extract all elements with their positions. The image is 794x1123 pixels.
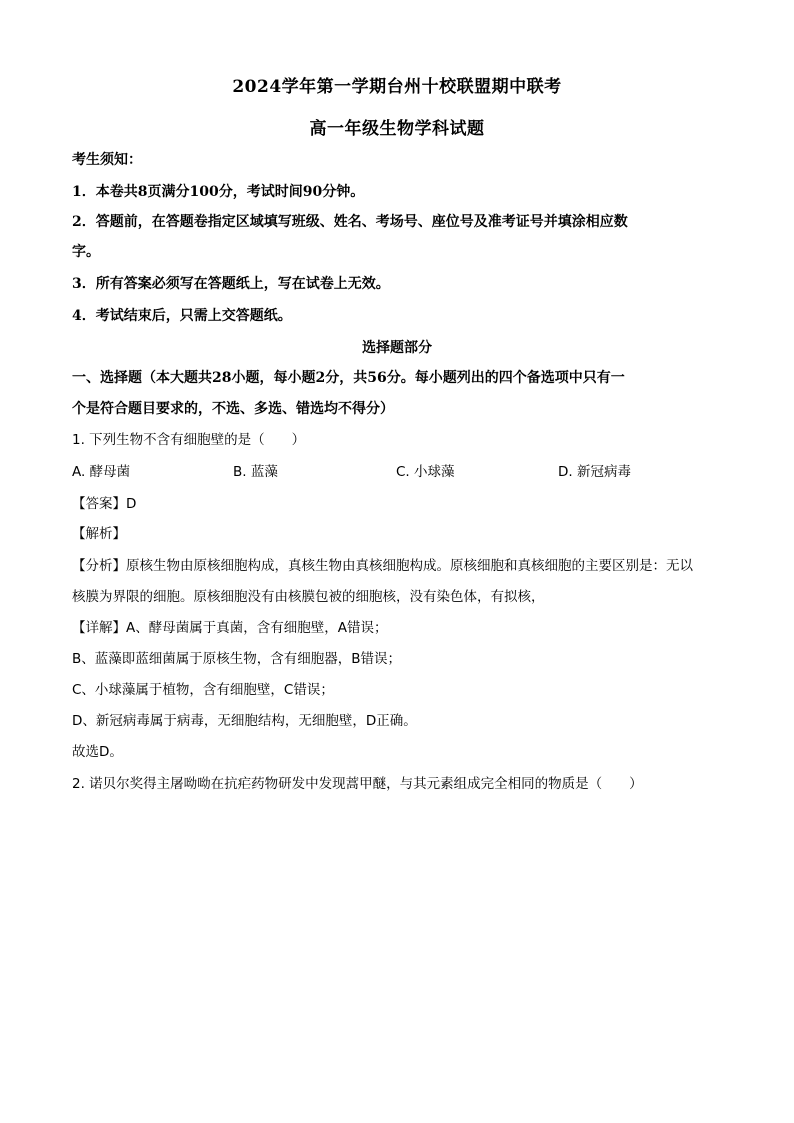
notice-item-4: 4．考试结束后，只需上交答题纸。 bbox=[72, 308, 292, 324]
question-1-answer: 【答案】D bbox=[72, 496, 137, 512]
question-1-detail-line-3: C、小球藻属于植物，含有细胞壁，C错误； bbox=[72, 682, 334, 698]
question-1-detail-line-4: D、新冠病毒属于病毒，无细胞结构，无细胞壁，D正确。 bbox=[72, 713, 417, 729]
section-title: 选择题部分 bbox=[362, 340, 432, 356]
notice-item-3: 3．所有答案必须写在答题纸上，写在试卷上无效。 bbox=[72, 276, 390, 292]
exam-subtitle: 高一年级生物学科试题 bbox=[309, 119, 485, 139]
notice-item-1: 1．本卷共8页满分100分，考试时间90分钟。 bbox=[72, 184, 365, 200]
section-instruction-1: 一、选择题（本大题共28小题，每小题2分，共56分。每小题列出的四个备选项中只有一 bbox=[72, 370, 625, 386]
notice-heading: 考生须知： bbox=[72, 152, 142, 168]
section-instruction-2: 个是符合题目要求的，不选、多选、错选均不得分） bbox=[72, 401, 394, 417]
question-1-analysis-line-1: 【分析】原核生物由原核细胞构成，真核生物由真核细胞构成。原核细胞和真核细胞的主要区别是：无以 bbox=[72, 558, 693, 574]
question-1-detail-line-1: 【详解】A、酵母菌属于真菌，含有细胞壁，A错误； bbox=[72, 620, 388, 636]
question-1-option-d: D. 新冠病毒 bbox=[558, 464, 631, 480]
question-2-stem: 2. 诺贝尔奖得主屠呦呦在抗疟药物研发中发现蒿甲醚，与其元素组成完全相同的物质是（ ） bbox=[72, 776, 643, 792]
question-1-detail-line-5: 故选D。 bbox=[72, 744, 123, 760]
notice-item-2-cont: 字。 bbox=[72, 244, 100, 260]
question-1-option-b: B. 蓝藻 bbox=[233, 464, 278, 480]
question-1-option-c: C. 小球藻 bbox=[396, 464, 455, 480]
question-1-option-a: A. 酵母菌 bbox=[72, 464, 131, 480]
exam-title: 2024学年第一学期台州十校联盟期中联考 bbox=[232, 77, 562, 97]
question-1-analysis-label: 【解析】 bbox=[72, 526, 126, 542]
notice-item-2: 2．答题前，在答题卷指定区域填写班级、姓名、考场号、座位号及准考证号并填涂相应数 bbox=[72, 214, 628, 230]
question-1-detail-line-2: B、蓝藻即蓝细菌属于原核生物，含有细胞器，B错误； bbox=[72, 651, 402, 667]
question-1-analysis-line-2: 核膜为界限的细胞。原核细胞没有由核膜包被的细胞核，没有染色体，有拟核， bbox=[72, 589, 545, 605]
question-1-stem: 1. 下列生物不含有细胞壁的是（ ） bbox=[72, 432, 306, 448]
